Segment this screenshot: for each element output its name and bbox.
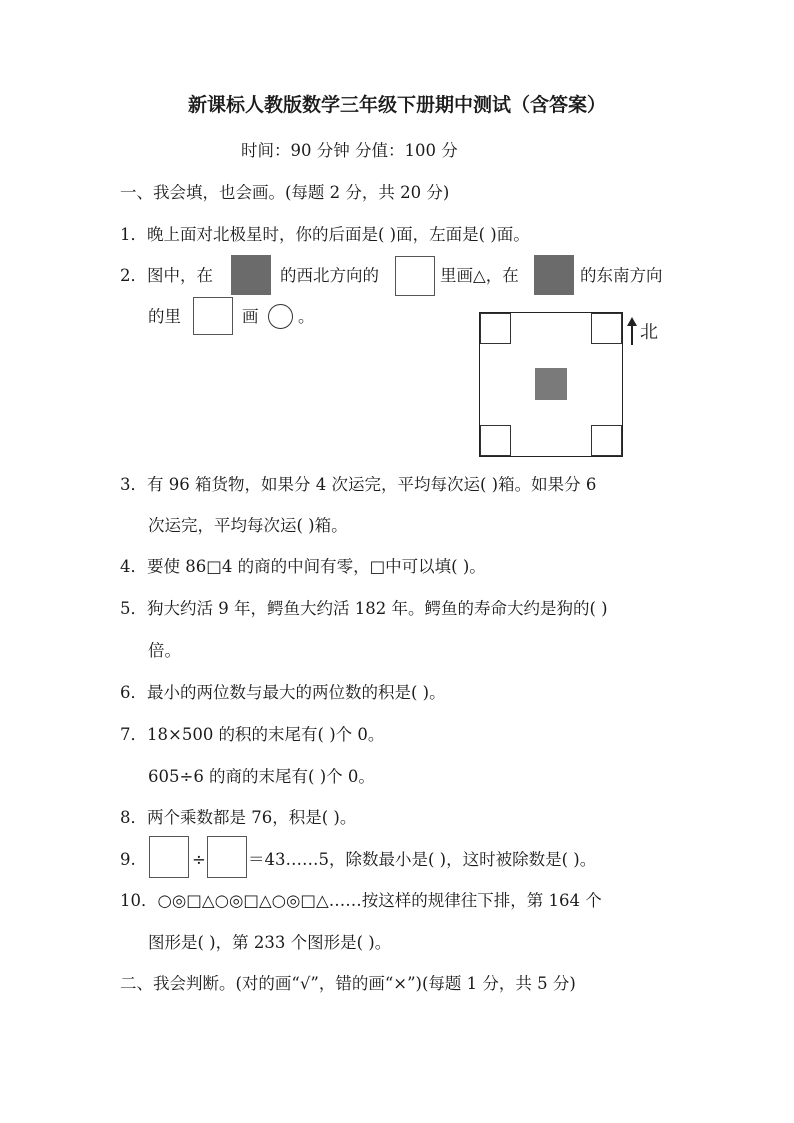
- north-label: 北: [640, 322, 658, 343]
- question-1: 1．晚上面对北极星时，你的后面是( )面，左面是( )面。: [120, 225, 530, 244]
- divisor-box[interactable]: [207, 836, 247, 878]
- question-2-part7: 。: [298, 307, 315, 326]
- question-7-line1: 7．18×500 的积的末尾有( )个 0。: [120, 725, 385, 744]
- question-2-part3: 里画△，在: [440, 266, 519, 285]
- question-9-number: 9.: [120, 850, 136, 869]
- division-sign: ÷: [192, 850, 206, 869]
- section-1-heading: 一、我会填，也会画。(每题 2 分，共 20 分): [120, 183, 450, 202]
- question-10-line2: 图形是( )，第 233 个图形是( )。: [148, 933, 392, 952]
- dividend-box[interactable]: [149, 836, 189, 878]
- corner-box-southwest: [480, 425, 511, 456]
- gray-square-icon: [231, 255, 271, 295]
- question-5-line2: 倍。: [148, 641, 181, 660]
- corner-box-southeast: [591, 425, 622, 456]
- question-8: 8．两个乘数都是 76，积是( )。: [120, 808, 357, 827]
- question-3-line1: 3．有 96 箱货物，如果分 4 次运完，平均每次运( )箱。如果分 6: [120, 475, 597, 494]
- direction-diagram: [479, 312, 623, 457]
- section-2-heading: 二、我会判断。(对的画“√”，错的画“×”)(每题 1 分，共 5 分): [120, 974, 576, 993]
- question-7-line2: 605÷6 的商的末尾有( )个 0。: [148, 767, 375, 786]
- question-6: 6．最小的两位数与最大的两位数的积是( )。: [120, 683, 446, 702]
- north-arrow-shaft: [631, 324, 633, 345]
- answer-box-northwest[interactable]: [395, 256, 435, 296]
- question-2-part1: 2．图中，在: [120, 266, 213, 285]
- question-3-line2: 次运完，平均每次运( )箱。: [148, 516, 348, 535]
- corner-box-northeast: [591, 313, 622, 344]
- answer-box-southeast[interactable]: [193, 297, 233, 335]
- time-score-info: 时间：90 分钟 分值：100 分: [241, 141, 458, 160]
- question-9-rest: ＝43……5，除数最小是( )，这时被除数是( )。: [248, 850, 597, 869]
- question-5-line1: 5．狗大约活 9 年，鳄鱼大约活 182 年。鳄鱼的寿命大约是狗的( ): [120, 599, 608, 618]
- question-2-part5: 的里: [148, 307, 181, 326]
- page-title: 新课标人教版数学三年级下册期中测试（含答案）: [187, 94, 606, 116]
- question-4: 4．要使 86□4 的商的中间有零，□中可以填( )。: [120, 557, 486, 576]
- question-10-line1: 10．○◎□△○◎□△○◎□△……按这样的规律往下排，第 164 个: [120, 891, 602, 910]
- question-2-part4: 的东南方向: [580, 266, 663, 285]
- question-2-part2: 的西北方向的: [280, 266, 379, 285]
- corner-box-northwest: [480, 313, 511, 344]
- circle-icon: [268, 304, 293, 329]
- center-gray-square: [535, 368, 567, 400]
- gray-square-icon: [534, 255, 574, 295]
- question-2-part6: 画: [242, 307, 259, 326]
